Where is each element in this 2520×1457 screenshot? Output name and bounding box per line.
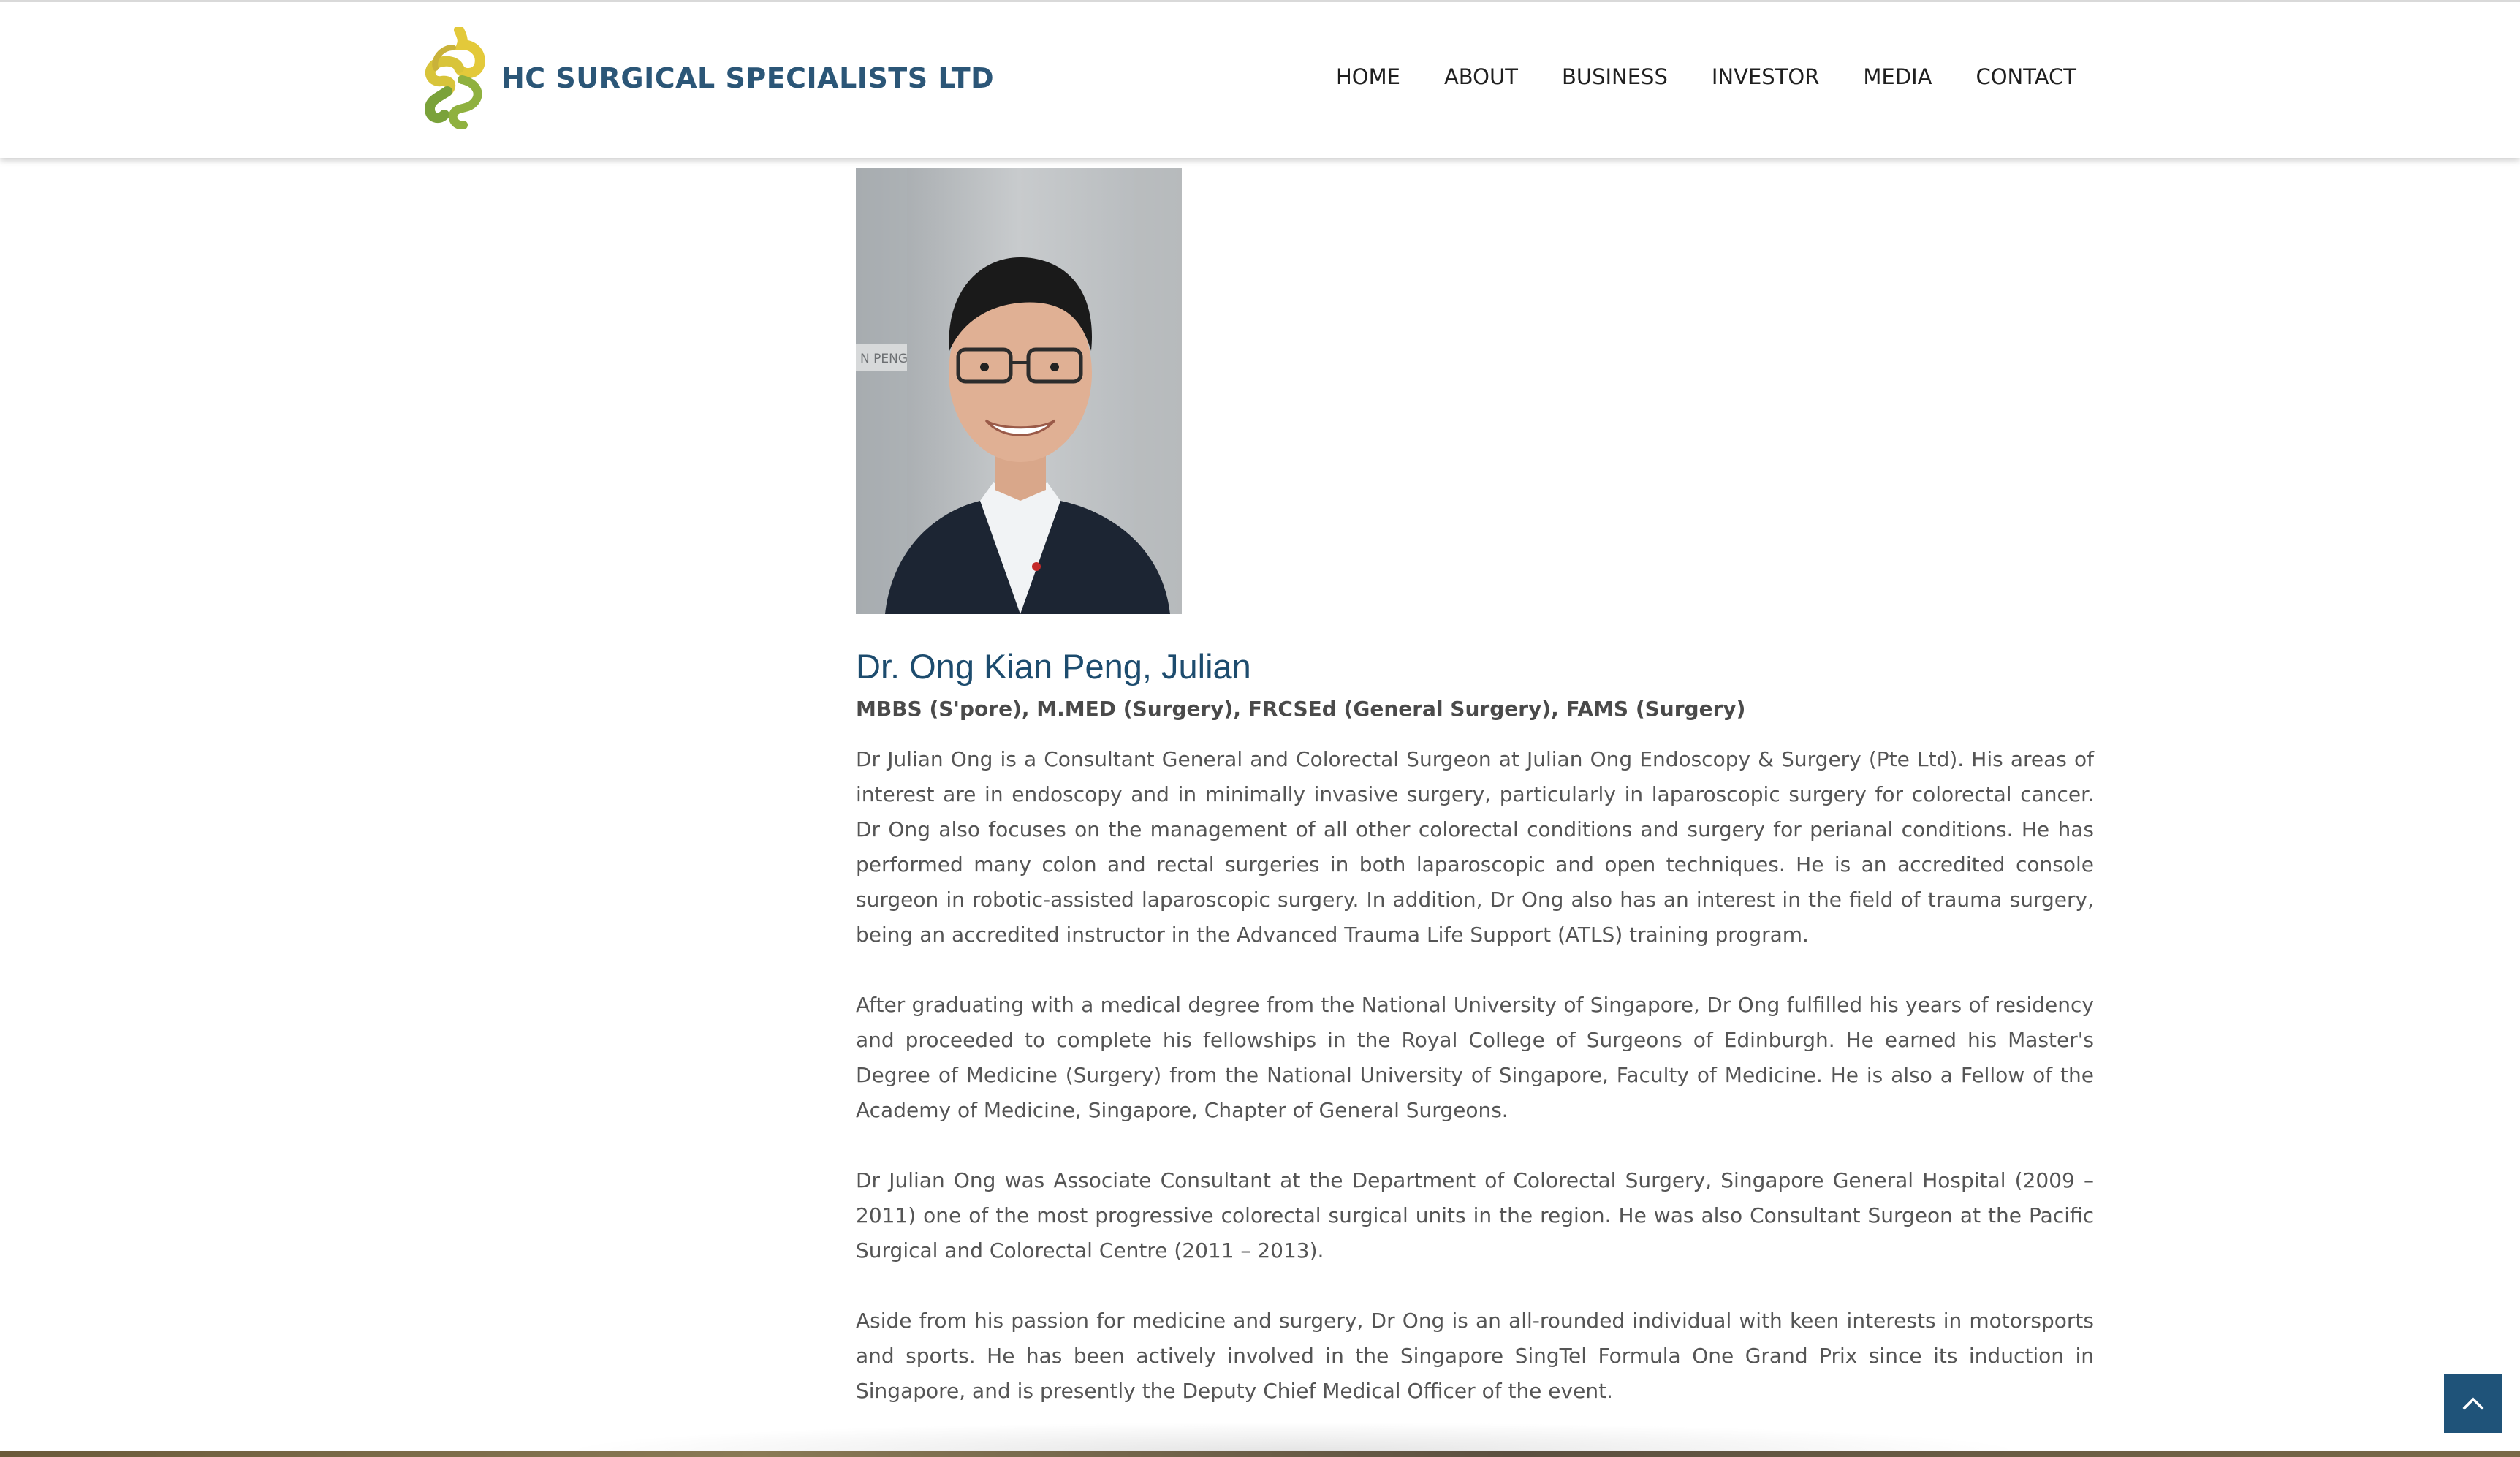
- nav-about[interactable]: ABOUT: [1443, 64, 1518, 89]
- doctor-bio: [856, 742, 2094, 1409]
- site-logo[interactable]: [418, 27, 994, 129]
- bio-paragraph: After graduating with a medical degree from the National University of Singapore, Dr Ong fulfilled his years of residency and proceeded to complete his fellowships in the Royal College of Surgeons of Edinburgh. He earned his Master's Degree of Medicine (Surgery) from the National University of Singapore, Faculty of Medicine. He is also a Fellow of the Academy of Medicine, Singapore, Chapter of General Surgeons.: [856, 993, 2094, 1122]
- doctor-credentials: MBBS (S'pore), M.MED (Surgery), FRCSEd (General Surgery), FAMS (Surgery): [856, 697, 1746, 721]
- profile-content: [856, 168, 2094, 1409]
- nav-media[interactable]: MEDIA: [1863, 64, 1932, 89]
- doctor-portrait: [856, 168, 1182, 614]
- chevron-up-icon: [2459, 1389, 2488, 1418]
- footer-shadow: [555, 1422, 2032, 1451]
- main-nav: [1336, 61, 2076, 93]
- nav-business[interactable]: BUSINESS: [1561, 64, 1668, 89]
- site-header: [0, 0, 2520, 158]
- nav-investor[interactable]: INVESTOR: [1711, 64, 1820, 89]
- nav-home[interactable]: HOME: [1335, 64, 1400, 89]
- doctor-name: Dr. Ong Kian Peng, Julian: [856, 647, 1251, 686]
- bio-paragraph: Aside from his passion for medicine and surgery, Dr Ong is an all-rounded individual with keen interests in motorsports and sports. He has been actively involved in the Singapore SingTel Formula One Grand Prix since its induction in Singapore, and is presently the Deputy Chief Medical Officer of the event.: [856, 1309, 2094, 1403]
- bio-paragraph: Dr Julian Ong is a Consultant General and Colorectal Surgeon at Julian Ong Endoscopy & Surgery (Pte Ltd). His areas of interest are in endoscopy and in minimally invasive surgery, particularly in laparoscopic surgery for colorectal cancer. Dr Ong also focuses on the management of all other colorectal conditions and surgery for perianal conditions. He has performed many colon and rectal surgeries in both laparoscopic and open techniques. He is an accredited console surgeon in robotic-assisted laparoscopic surgery. In addition, Dr Ong also has an interest in the field of trauma surgery, being an accredited instructor in the Advanced Trauma Life Support (ATLS) training program.: [856, 747, 2094, 947]
- intestine-logo-icon: [418, 27, 491, 129]
- nav-contact[interactable]: CONTACT: [1976, 64, 2076, 89]
- back-to-top-button[interactable]: [2444, 1374, 2502, 1433]
- portrait-sign-text: N PENG: [860, 352, 908, 366]
- footer-strip: [0, 1451, 2520, 1457]
- brand-name[interactable]: HC SURGICAL SPECIALISTS LTD: [501, 62, 995, 94]
- bio-paragraph: Dr Julian Ong was Associate Consultant at the Department of Colorectal Surgery, Singapore General Hospital (2009 – 2011) one of the most progressive colorectal surgical units in the region. He was also Consultant Surgeon at the Pacific Surgical and Colorectal Centre (2011 – 2013).: [856, 1168, 2094, 1263]
